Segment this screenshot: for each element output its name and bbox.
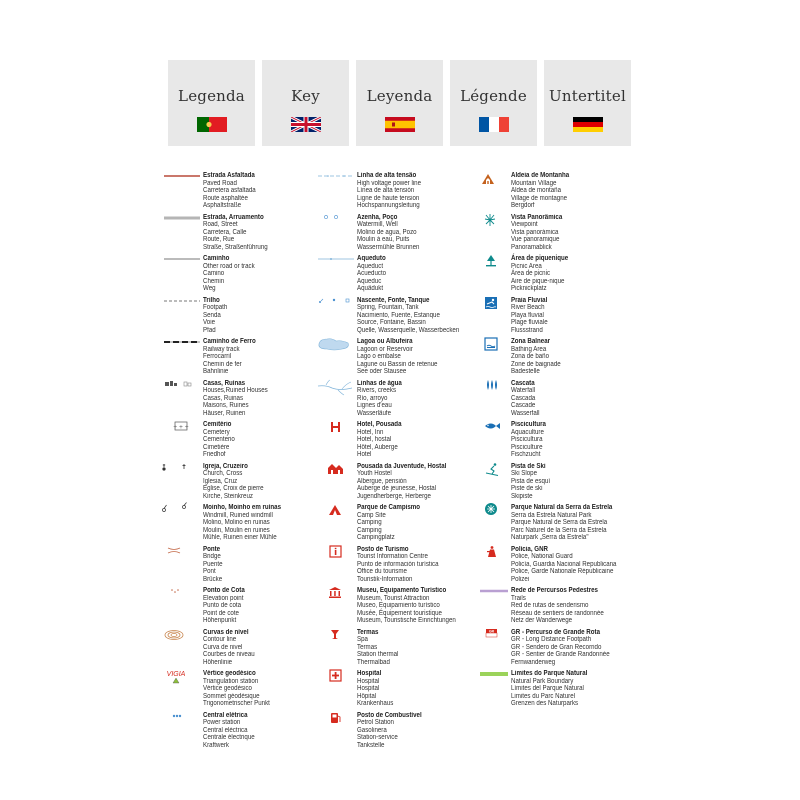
- legend-line: Natural Park Boundary: [511, 677, 574, 685]
- legend-line: Spa: [357, 636, 368, 644]
- legend-line: Pista de esquí: [511, 477, 551, 485]
- hospital-icon: [318, 670, 354, 686]
- legend-line: Asphaltstraße: [203, 202, 242, 210]
- legend-line: Parc Naturel de la Serra da Estrela: [511, 526, 607, 534]
- legend-line: River Beach: [511, 304, 545, 312]
- legend-line: Tourist Information Centre: [357, 553, 428, 561]
- legend-line: Watermill, Well: [357, 221, 398, 229]
- legend-line: Wassermühle Brunnen: [357, 243, 420, 251]
- track-line-icon: [164, 255, 200, 271]
- legend-line: Wasserläufe: [357, 409, 392, 417]
- legend-title: Parque Natural da Serra da Estrela: [511, 504, 613, 511]
- gr-badge-label: GR: [488, 628, 495, 633]
- tab-portuguese[interactable]: [168, 60, 255, 146]
- legend-line: Curva de nivel: [203, 643, 243, 651]
- legend-line: Puente: [203, 560, 223, 568]
- church-cross-icon: [164, 463, 200, 479]
- legend-line: Molino, Molino en ruinas: [203, 519, 270, 527]
- legend-line: GR - Sendero de Gran Recorrido: [511, 643, 602, 651]
- legend-line: Policía, Guardia Nacional Republicana: [511, 560, 617, 568]
- legend-line: Elevation point: [203, 594, 244, 602]
- legend-line: Courbes de niveau: [203, 651, 255, 659]
- legend-line: Point de cote: [203, 609, 239, 617]
- legend-line: Police, Garde Nationale Républicaine: [511, 568, 614, 576]
- legend-title: Parque de Campismo: [357, 504, 420, 511]
- legend-line: Skipiste: [511, 492, 533, 500]
- legend-line: Moulin, Moulin en ruines: [203, 526, 270, 534]
- legend-line: Spring, Fountain, Tank: [357, 304, 419, 312]
- legend-title: Aqueduto: [357, 255, 386, 262]
- legend-line: Playa fluvial: [511, 311, 544, 319]
- legend-line: Museo, Equipamiento turístico: [357, 602, 440, 610]
- legend-title: Termas: [357, 628, 379, 636]
- legend-title: Caminho: [203, 255, 230, 262]
- legend-line: Station thermal: [357, 651, 399, 659]
- legend-line: Triangulation station: [203, 677, 259, 685]
- legend-line: Hôpital: [357, 692, 377, 700]
- legend-line: Route asphaltée: [203, 194, 248, 202]
- france-flag-icon: [479, 117, 509, 132]
- legend-line: Station-service: [357, 734, 398, 742]
- language-tabs: [168, 60, 632, 146]
- legend-line: Touristik-Information: [357, 575, 413, 583]
- legend-title: Piscicultura: [511, 421, 546, 428]
- legend-line: Pisciculture: [511, 443, 543, 451]
- legend-line: Chemin: [203, 277, 225, 285]
- legend-line: Fischzucht: [511, 451, 541, 459]
- legend-line: GR - Long Distance Footpath: [511, 636, 592, 644]
- tab-label: Key: [291, 87, 320, 105]
- legend-line: Police, National Guard: [511, 553, 573, 561]
- legend-title: Aldeia de Montanha: [511, 172, 570, 179]
- legend-line: Vista panorámica: [511, 228, 559, 236]
- cemetery-icon: [164, 421, 200, 437]
- windmill-icon: [164, 504, 200, 520]
- legend-line: Voie: [203, 319, 215, 327]
- legend-line: Trails: [511, 594, 526, 602]
- spring-fountain-icon: [318, 297, 354, 313]
- legend-line: Senda: [203, 311, 221, 319]
- legend-line: Netz der Wanderwege: [511, 617, 573, 625]
- legend-line: Pfad: [203, 326, 216, 334]
- legend-line: Paved Road: [203, 179, 237, 187]
- legend-line: Road, Street: [203, 221, 238, 229]
- legend-line: GR - Sentier de Grande Randonnée: [511, 651, 610, 659]
- legend-line: Red de rutas de senderismo: [511, 602, 589, 610]
- tab-label: Légende: [460, 87, 527, 105]
- legend-line: Power station: [203, 719, 241, 727]
- legend-title: Museu, Equipamento Turístico: [357, 587, 447, 594]
- legend-line: Cimetière: [203, 443, 230, 451]
- legend-line: Houses,Ruined Houses: [203, 387, 268, 395]
- legend-title: Ponte: [203, 545, 221, 553]
- legend-line: Brücke: [203, 575, 223, 583]
- railway-line-icon: [164, 338, 200, 354]
- legend-line: Railway track: [203, 345, 240, 353]
- legend-line: Casas, Ruinas: [203, 394, 244, 402]
- legend-line: Lago o embalse: [357, 353, 401, 361]
- legend-title: Cemitério: [203, 421, 232, 428]
- tab-label: Legenda: [178, 87, 245, 105]
- legend-line: Sommet géodésique: [203, 692, 260, 700]
- legend-line: Gasolinera: [357, 726, 387, 734]
- legend-line: Ligne de haute tension: [357, 194, 420, 202]
- portugal-flag-icon: [197, 117, 227, 132]
- museum-icon: [318, 587, 354, 603]
- legend-line: Windmill, Ruined windmill: [203, 511, 273, 519]
- svg-text:+ + +: + + +: [173, 424, 189, 431]
- legend-line: Fernwanderweg: [511, 658, 556, 666]
- legend-line: Aldea de montaña: [511, 187, 562, 195]
- legend-line: Picknickplatz: [511, 285, 547, 293]
- petrol-station-icon: [318, 712, 354, 728]
- legend-line: Moulin à eau, Puits: [357, 236, 410, 244]
- elevation-point-icon: [164, 587, 200, 603]
- legend-line: Pont: [203, 568, 216, 576]
- legend-line: Vue panoramique: [511, 236, 560, 244]
- legend-line: Límites del Parque Natural: [511, 685, 584, 693]
- legend-line: Auberge de jeunesse, Hostal: [357, 485, 437, 493]
- legend-line: Lagune ou Bassin de retenue: [357, 360, 438, 368]
- spain-flag-icon: [385, 117, 415, 132]
- street-line-icon: [164, 214, 200, 230]
- legend-title: Pousada da Juventude, Hostal: [357, 462, 447, 470]
- legend-line: Hotel, Inn: [357, 428, 384, 436]
- legend-title: Polícia, GNR: [511, 545, 548, 553]
- legend-line: Hospital: [357, 685, 380, 693]
- legend-line: Parque Natural de Serra da Estrela: [511, 519, 608, 527]
- legend-line: Área de picnic: [511, 270, 551, 278]
- legend-line: Cascada: [511, 394, 536, 402]
- legend-line: Acueducto: [357, 270, 387, 278]
- legend-line: Línea de alta tensión: [357, 187, 415, 195]
- legend-title: GR - Percurso de Grande Rota: [511, 628, 601, 636]
- power-station-icon: [164, 712, 200, 728]
- legend-title: Lagoa ou Albufeira: [357, 338, 413, 345]
- legend-title: Pista de Ski: [511, 462, 546, 470]
- legend-line: Ski Slope: [511, 470, 538, 478]
- legend-line: Viewpoint: [511, 221, 538, 229]
- legend-line: Grenzen des Naturparks: [511, 700, 579, 708]
- legend-line: Albergue, pensión: [357, 477, 407, 485]
- legend-line: Camino: [203, 270, 225, 278]
- legend-line: Kirche, Steinkreuz: [203, 492, 253, 500]
- legend-line: Rivers, creeks: [357, 387, 397, 395]
- legend-line: Höhenpunkt: [203, 617, 237, 625]
- legend-line: Punto de cota: [203, 602, 242, 610]
- paved-road-line-icon: [164, 172, 200, 188]
- legend-line: Contour line: [203, 636, 237, 644]
- legend-line: Aqueduct: [357, 262, 384, 270]
- legend-title: Zona Balnear: [511, 338, 551, 345]
- legend-line: Thermalbad: [357, 658, 390, 666]
- legend-line: Ferrocarril: [203, 353, 232, 361]
- legend-line: Hotel: [357, 451, 372, 459]
- camping-icon: [318, 504, 354, 520]
- legend-title: Posto de Turismo: [357, 545, 409, 553]
- legend-line: Friedhof: [203, 451, 226, 459]
- legend-line: Limites du Parc Naturel: [511, 692, 576, 700]
- legend-line: Zona de baño: [511, 353, 550, 361]
- tab-label: Leyenda: [366, 87, 433, 105]
- legend-line: Camping: [357, 526, 382, 534]
- legend-line: Carretera asfaltada: [203, 187, 256, 195]
- contour-line-icon: [164, 629, 200, 645]
- hotel-icon: [318, 421, 354, 437]
- legend-line: Museum, Touristische Einrichtungen: [357, 617, 456, 625]
- legend-title: Limites do Parque Natural: [511, 670, 588, 677]
- legend-line: Bridge: [203, 553, 221, 561]
- legend-line: Punto de información turística: [357, 560, 439, 568]
- legend-title: Estrada, Arruamento: [203, 213, 264, 221]
- legend-line: Footpath: [203, 304, 228, 312]
- legend-line: Aquädukt: [357, 285, 384, 293]
- legend-line: Petrol Station: [357, 719, 394, 727]
- vigia-label: VIGIA: [166, 671, 186, 678]
- youth-hostel-icon: [318, 463, 354, 479]
- legend-line: Quelle, Wasserquelle, Wasserbecken: [357, 326, 460, 334]
- legend-line: Häuser, Ruinen: [203, 409, 246, 417]
- legend-title: Estrada Asfaltada: [203, 172, 255, 179]
- legend-line: Weg: [203, 285, 216, 293]
- legend-line: Serra da Estrela Natural Park: [511, 511, 592, 519]
- tab-english[interactable]: [262, 60, 349, 146]
- legend-title: Hospital: [357, 670, 382, 677]
- legend-line: Polizei: [511, 575, 530, 583]
- legend-line: Tankstelle: [357, 741, 385, 749]
- legend-line: Office du tourisme: [357, 568, 407, 576]
- power-line-icon: [318, 172, 354, 188]
- legend-title: Linha de alta tensão: [357, 172, 417, 179]
- legend-title: Vértice geodésico: [203, 670, 256, 677]
- waterways-icon: [318, 380, 354, 396]
- uk-flag-icon: [291, 117, 321, 132]
- legend-line: Bahnlinie: [203, 368, 229, 376]
- tab-label: Untertitel: [549, 87, 626, 105]
- legend-line: Eglise, Croix de pierre: [203, 485, 264, 493]
- legend-line: Waterfall: [511, 387, 536, 395]
- legend-line: Hôtel, Auberge: [357, 443, 398, 451]
- legend-line: Flussstrand: [511, 326, 543, 334]
- legend-line: Hotel, hostal: [357, 436, 392, 444]
- tab-spanish[interactable]: [356, 60, 443, 146]
- legend-line: Youth Hostel: [357, 470, 392, 478]
- legend-line: Jugendherberge, Herberge: [357, 492, 431, 500]
- legend-line: Trigonometrischer Punkt: [203, 700, 270, 708]
- legend-line: Plage fluviale: [511, 319, 548, 327]
- spa-icon: [318, 629, 354, 645]
- legend-line: Cementerio: [203, 436, 235, 444]
- legend-line: Straße, Straßenführung: [203, 243, 268, 251]
- legend-title: Central elétrica: [203, 711, 248, 719]
- legend-line: Kraftwerk: [203, 741, 230, 749]
- legend-line: Höhenlinie: [203, 658, 233, 666]
- legend-line: Picnic Area: [511, 262, 542, 270]
- legend-line: Source, Fontaine, Bassin: [357, 319, 426, 327]
- legend-line: Hochspannungsleitung: [357, 202, 420, 210]
- legend-title: Azenha, Poço: [357, 213, 398, 221]
- legend-line: Carretera, Calle: [203, 228, 247, 236]
- legend-line: Bathing Area: [511, 345, 547, 353]
- germany-flag-icon: [573, 117, 603, 132]
- legend-line: Piste de ski: [511, 485, 543, 493]
- legend-line: Central eléctrica: [203, 726, 248, 734]
- legend-line: Molino de agua, Pozo: [357, 228, 417, 236]
- footpath-line-icon: [164, 297, 200, 313]
- legend-line: Hospital: [357, 677, 380, 685]
- legend-line: Mühle, Ruinen einer Mühle: [203, 534, 277, 542]
- legend-line: Mountain Village: [511, 179, 557, 187]
- legend-line: Río, arroyo: [357, 394, 388, 402]
- legend-line: Cemetery: [203, 428, 230, 436]
- legend-line: Nacimiento, Fuente, Estanque: [357, 311, 440, 319]
- legend-title: Moinho, Moinho em ruínas: [203, 504, 282, 511]
- legend-line: Cascade: [511, 402, 536, 410]
- legend-line: Bergdorf: [511, 202, 535, 210]
- legend-title: Cascata: [511, 379, 535, 387]
- legend-line: Musée, Équipement touristique: [357, 609, 442, 617]
- legend-line: Aqueduc: [357, 277, 382, 285]
- legend-title: Linhas de água: [357, 379, 402, 387]
- legend-line: Panoramablick: [511, 243, 552, 251]
- legend-line: Chemin de fer: [203, 360, 242, 368]
- legend-line: High voltage power line: [357, 179, 422, 187]
- legend-line: Naturpark „Serra da Estrela": [511, 534, 589, 542]
- legend-title: Hotel, Pousada: [357, 421, 402, 428]
- legend-line: Campingplatz: [357, 534, 395, 542]
- bridge-icon: [164, 546, 200, 562]
- legend-title: Rede de Percursos Pedestres: [511, 587, 598, 594]
- legend-line: Iglesia, Cruz: [203, 477, 238, 485]
- trig-point-icon: [164, 670, 200, 686]
- legend-line: Vértice geodésico: [203, 685, 252, 693]
- legend-line: Lignes d'eau: [357, 402, 392, 410]
- legend-title: Praia Fluvial: [511, 296, 548, 304]
- tab-french[interactable]: [450, 60, 537, 146]
- legend-title: Ponto de Cota: [203, 587, 245, 594]
- legend-title: Posto de Combustível: [357, 711, 422, 719]
- legend-line: Other road or track: [203, 262, 255, 270]
- legend-line: See oder Stausee: [357, 368, 407, 376]
- legend-line: Piscicultura: [511, 436, 543, 444]
- tourist-info-icon: [318, 546, 354, 562]
- legend-title: Igreja, Cruzeiro: [203, 462, 248, 470]
- legend-line: Réseau de sentiers de randonnée: [511, 609, 604, 617]
- legend-line: Termas: [357, 643, 378, 651]
- legend-line: Camping: [357, 519, 382, 527]
- houses-ruins-icon: [164, 380, 200, 396]
- legend-line: Aire de pique-nique: [511, 277, 565, 285]
- legend-title: Trilho: [203, 296, 220, 304]
- legend-title: Casas, Ruínas: [203, 379, 246, 387]
- lagoon-icon: [318, 338, 354, 354]
- legend-line: Zone de baignade: [511, 360, 561, 368]
- legend-line: Wasserfall: [511, 409, 540, 417]
- legend-title: Curvas de nível: [203, 628, 249, 636]
- watermill-well-icon: [318, 214, 354, 230]
- aqueduct-icon: [318, 255, 354, 271]
- legend-title: Vista Panorâmica: [511, 213, 563, 221]
- legend-line: Maisons, Ruines: [203, 402, 249, 410]
- legend-title: Caminho de Ferro: [203, 338, 256, 345]
- legend-line: Camp Site: [357, 511, 386, 519]
- legend-title: Área de piquenique: [511, 255, 569, 262]
- legend-line: Museum, Tourist Attraction: [357, 594, 430, 602]
- legend-line: Krankenhaus: [357, 700, 394, 708]
- legend-line: Aquaculture: [511, 428, 544, 436]
- legend-line: Church, Cross: [203, 470, 243, 478]
- legend-line: Centrale électrique: [203, 734, 255, 742]
- legend-line: Lagoon or Reservoir: [357, 345, 413, 353]
- legend-title: Nascente, Fonte, Tanque: [357, 296, 430, 304]
- tab-german[interactable]: [544, 60, 631, 146]
- legend-line: Route, Rue: [203, 236, 235, 244]
- legend-line: Badestelle: [511, 368, 540, 376]
- legend-line: Village de montagne: [511, 194, 568, 202]
